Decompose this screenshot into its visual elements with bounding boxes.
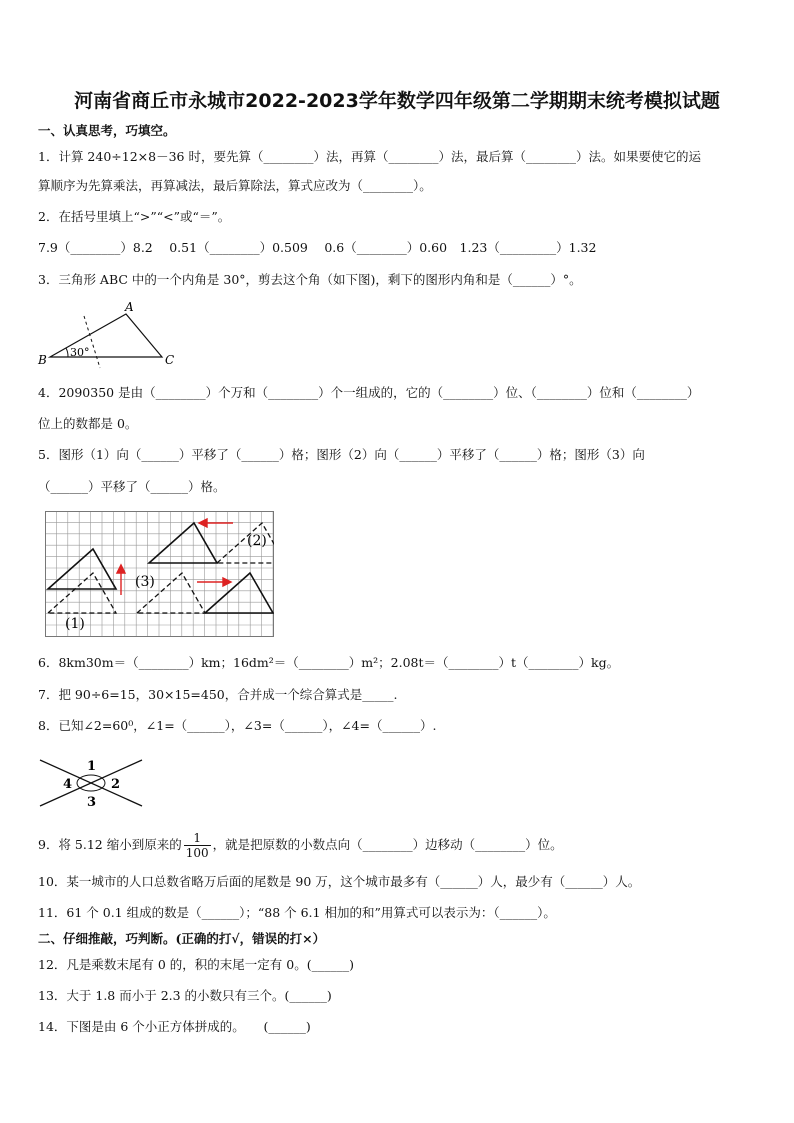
shape-2-label: (2) (247, 533, 267, 549)
question-3: 3．三角形 ABC 中的一个内角是 30°，剪去这个角（如下图)，剩下的图形内角和是（______）°。 (38, 272, 582, 287)
vertex-a-label: A (125, 300, 134, 314)
question-11: 11．61 个 0.1 组成的数是（______）；“88 个 6.1 相加的和”用算式可以表示为：（______）。 (38, 905, 556, 920)
question-5-line-2: （______）平移了（______）格。 (38, 479, 226, 494)
angle-30-label: 30° (70, 346, 90, 359)
angle-1-label: 1 (87, 759, 97, 774)
intersecting-lines-figure (36, 752, 146, 812)
question-9 (38, 828, 563, 862)
angle-4-label: 4 (63, 777, 73, 792)
section-heading-1: 一、认真思考，巧填空。 (38, 123, 176, 138)
vertex-b-label: B (38, 353, 47, 367)
question-5-line-1: 5．图形（1）向（______）平移了（______）格；图形（2）向（______）平移了（______）格；图形（3）向 (38, 447, 645, 462)
translation-grid-figure (45, 511, 274, 637)
question-12: 12．凡是乘数末尾有 0 的，积的末尾一定有 0。(______) (38, 957, 354, 972)
fraction-denominator: 100 (185, 846, 209, 860)
question-1-line-2: 算顺序为先算乘法，再算减法，最后算除法，算式应改为（________）。 (38, 178, 432, 193)
page-title: 河南省商丘市永城市2022-2023学年数学四年级第二学期期末统考模拟试题 (74, 90, 720, 112)
question-7: 7．把 90÷6=15，30×15=450，合并成一个综合算式是_____. (38, 687, 398, 702)
question-2: 2．在括号里填上“>”“<”或“＝”。 (38, 209, 231, 224)
shape-1-label: (1) (65, 616, 85, 632)
question-1-line-1: 1．计算 240÷12×8－36 时，要先算（________）法，再算（________）法，最后算（________）法。如果要使它的运 (38, 149, 701, 164)
question-4-line-1: 4．2090350 是由（________）个万和（________）个一组成的，它的（________）位、（________）位和（________） (38, 385, 700, 400)
question-13: 13．大于 1.8 而小于 2.3 的小数只有三个。(______) (38, 988, 332, 1003)
triangle-figure (34, 300, 184, 370)
section-heading-2: 二、仔细推敲，巧判断。(正确的打√，错误的打×） (38, 931, 326, 946)
question-9-suffix: ，就是把原数的小数点向（________）边移动（________）位。 (212, 837, 563, 852)
question-8: 8．已知∠2=60⁰，∠1=（______），∠3=（______），∠4=（______）. (38, 718, 437, 733)
vertex-c-label: C (165, 353, 175, 367)
question-6: 6．8km30m＝（________）km；16dm²＝（________）m²；2.08t＝（________）t（________）kg。 (38, 655, 620, 670)
fraction-numerator: 1 (184, 831, 211, 846)
question-4-line-2: 位上的数都是 0。 (38, 416, 138, 431)
fraction (184, 831, 211, 860)
angle-3-label: 3 (87, 795, 97, 810)
question-14: 14．下图是由 6 个小正方体拼成的。 (______) (38, 1019, 311, 1034)
question-10: 10．某一城市的人口总数省略万后面的尾数是 90 万，这个城市最多有（______）人，最少有（______）人。 (38, 874, 641, 889)
angle-2-label: 2 (111, 777, 121, 792)
question-9-prefix: 9．将 5.12 缩小到原来的 (38, 837, 182, 852)
question-2-comparisons: 7.9（________）8.2 0.51（________）0.509 0.6（________）0.60 1.23（_________）1.32 (38, 240, 597, 255)
shape-3-label: (3) (135, 574, 155, 590)
